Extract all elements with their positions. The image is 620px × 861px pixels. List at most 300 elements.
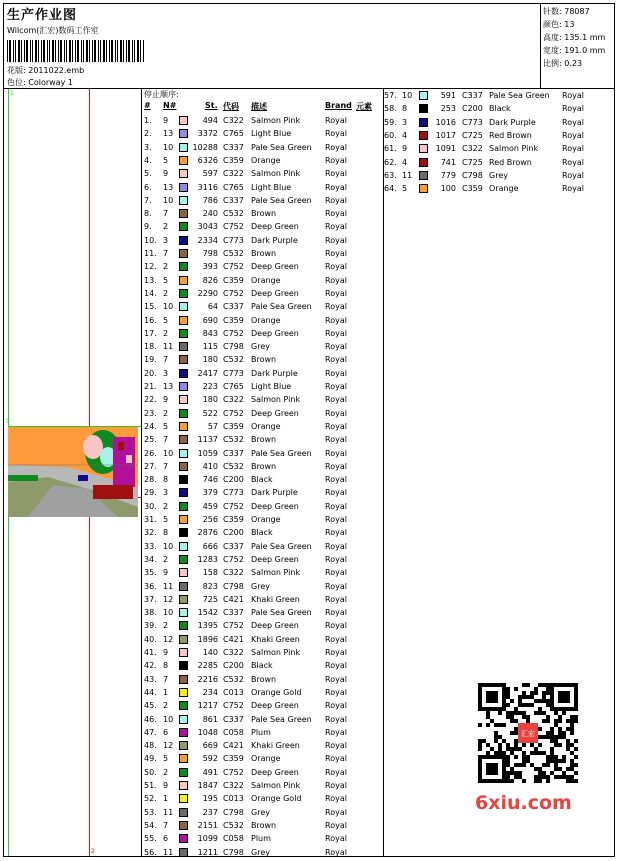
row-stitches: 1211: [197, 847, 218, 857]
row-stitches: 2290: [197, 288, 218, 298]
row-brand: Royal: [325, 661, 347, 671]
page-title: 生产作业图: [7, 8, 78, 23]
row-needle: 13: [163, 129, 174, 139]
row-stitches: 746: [202, 475, 218, 485]
colorway: 色位: Colorway 1: [7, 78, 73, 87]
row-needle: 5: [163, 421, 169, 431]
stat-line: 宽度: 191.0 mm: [543, 46, 606, 55]
row-stitches: 494: [202, 116, 218, 125]
table-row: [143, 713, 383, 726]
row-brand: Royal: [325, 528, 347, 538]
row-stitches: 1542: [197, 608, 218, 618]
row-code: C773: [223, 368, 244, 378]
row-index: 56.: [144, 847, 157, 857]
row-description: Deep Green: [251, 701, 299, 711]
table-row: [143, 673, 383, 686]
row-index: 63.: [384, 170, 397, 180]
row-needle: 10: [163, 142, 174, 152]
row-code: C532: [223, 461, 244, 471]
row-brand: Royal: [325, 807, 347, 817]
row-stitches: 1016: [435, 117, 456, 127]
row-needle: 2: [163, 501, 169, 511]
row-needle: 9: [163, 568, 169, 578]
row-brand: Royal: [325, 182, 347, 192]
row-code: C337: [223, 608, 244, 618]
row-stitches: 253: [440, 104, 456, 114]
row-needle: 12: [163, 594, 174, 604]
row-needle: 3: [163, 488, 169, 498]
table-row: [143, 832, 383, 845]
row-brand: Royal: [325, 781, 347, 790]
row-brand: Royal: [325, 847, 347, 857]
row-brand: Royal: [325, 475, 347, 485]
color-swatch: [179, 794, 188, 803]
color-swatch: [179, 502, 188, 511]
row-index: 33.: [144, 541, 157, 551]
row-index: 35.: [144, 568, 157, 578]
table-row: [143, 633, 383, 646]
row-index: 51.: [144, 781, 157, 790]
row-index: 60.: [384, 130, 397, 140]
studio-name: Wilcom(汇宏)数码工作室: [7, 26, 99, 35]
row-stitches: 823: [202, 581, 218, 591]
row-needle: 11: [402, 170, 413, 180]
table-row: [143, 500, 383, 513]
row-needle: 10: [163, 608, 174, 618]
color-swatch: [179, 808, 188, 817]
row-description: Black: [489, 104, 511, 114]
row-stitches: 3116: [197, 182, 218, 192]
row-description: Salmon Pink: [251, 169, 301, 179]
row-code: C359: [462, 184, 483, 194]
row-brand: Royal: [325, 820, 347, 830]
table-row: [143, 726, 383, 739]
row-stitches: 237: [202, 807, 218, 817]
color-swatch: [179, 608, 188, 617]
row-brand: Royal: [325, 249, 347, 258]
mark-top: 1: [10, 90, 14, 97]
row-needle: 4: [402, 157, 408, 167]
row-needle: 9: [402, 144, 408, 154]
row-stitches: 1217: [197, 701, 218, 711]
row-stitches: 1059: [197, 448, 218, 458]
row-index: 2.: [144, 129, 152, 139]
color-swatch: [419, 158, 428, 167]
row-stitches: 666: [202, 541, 218, 551]
color-swatch: [179, 635, 188, 644]
table-row: [143, 593, 383, 606]
color-swatch: [179, 675, 188, 684]
row-code: C013: [223, 794, 244, 804]
row-brand: Royal: [325, 448, 347, 458]
color-swatch: [179, 435, 188, 444]
row-index: 39.: [144, 621, 157, 631]
row-needle: 5: [163, 155, 169, 165]
table-row: [143, 393, 383, 406]
thread-table-left: [143, 89, 384, 856]
row-stitches: 2876: [197, 528, 218, 538]
row-brand: Royal: [562, 170, 584, 180]
row-index: 10.: [144, 235, 157, 245]
row-code: C752: [223, 408, 244, 418]
table-row: [143, 580, 383, 593]
table-row: [143, 779, 383, 792]
row-stitches: 1137: [197, 435, 218, 445]
row-code: C532: [223, 820, 244, 830]
table-row: [143, 646, 383, 659]
row-brand: Royal: [325, 568, 347, 578]
row-needle: 3: [163, 368, 169, 378]
row-brand: Royal: [325, 262, 347, 272]
color-swatch: [179, 422, 188, 431]
stat-line: 针数: 78087: [543, 7, 590, 16]
color-swatch: [179, 289, 188, 298]
header-brand: Brand: [325, 101, 352, 110]
stat-line: 高度: 135.1 mm: [543, 33, 606, 42]
row-needle: 10: [163, 302, 174, 312]
row-description: Grey: [489, 170, 508, 180]
table-row: [143, 766, 383, 779]
row-description: Orange: [489, 184, 519, 194]
row-needle: 2: [163, 222, 169, 232]
row-brand: Royal: [325, 727, 347, 737]
table-row: [383, 89, 615, 102]
table-row: [143, 181, 383, 194]
row-description: Brown: [251, 209, 277, 219]
table-row: [143, 526, 383, 539]
color-swatch: [179, 183, 188, 192]
row-stitches: 2417: [197, 368, 218, 378]
color-swatch: [179, 382, 188, 391]
table-row: [143, 553, 383, 566]
row-index: 58.: [384, 104, 397, 114]
row-brand: Royal: [325, 594, 347, 604]
row-brand: Royal: [325, 421, 347, 431]
row-code: C200: [223, 528, 244, 538]
table-row: [143, 420, 383, 433]
color-swatch: [419, 118, 428, 127]
row-needle: 7: [163, 461, 169, 471]
row-description: Salmon Pink: [489, 144, 539, 154]
row-stitches: 6326: [197, 155, 218, 165]
row-index: 14.: [144, 288, 157, 298]
row-code: C798: [223, 807, 244, 817]
stat-line: 比例: 0.23: [543, 59, 583, 68]
color-swatch: [179, 276, 188, 285]
row-description: Pale Sea Green: [251, 608, 312, 618]
row-description: Salmon Pink: [251, 781, 301, 790]
row-brand: Royal: [325, 408, 347, 418]
row-index: 13.: [144, 275, 157, 285]
table-row: [143, 739, 383, 752]
row-needle: 11: [163, 342, 174, 352]
row-index: 3.: [144, 142, 152, 152]
color-swatch: [179, 542, 188, 551]
row-code: C359: [223, 515, 244, 524]
row-code: C752: [223, 767, 244, 777]
row-brand: Royal: [325, 222, 347, 232]
table-row: [143, 699, 383, 712]
color-swatch: [179, 754, 188, 763]
row-index: 62.: [384, 157, 397, 167]
row-needle: 7: [163, 209, 169, 219]
row-brand: Royal: [325, 501, 347, 511]
qr-code: [471, 681, 585, 785]
row-index: 44.: [144, 687, 157, 697]
color-swatch: [179, 329, 188, 338]
row-needle: 9: [163, 169, 169, 179]
row-index: 18.: [144, 342, 157, 352]
stop-sequence-title: 停止顺序:: [144, 90, 179, 99]
color-swatch: [179, 821, 188, 830]
row-needle: 10: [163, 448, 174, 458]
color-swatch: [179, 409, 188, 418]
color-swatch: [179, 116, 188, 125]
row-description: Orange: [251, 315, 281, 325]
row-code: C421: [223, 634, 244, 644]
row-code: C532: [223, 435, 244, 445]
row-description: Brown: [251, 674, 277, 684]
row-needle: 2: [163, 554, 169, 564]
row-description: Deep Green: [251, 222, 299, 232]
row-brand: Royal: [325, 288, 347, 298]
table-row: [143, 154, 383, 167]
row-brand: Royal: [325, 342, 347, 352]
row-brand: Royal: [562, 91, 584, 100]
row-stitches: 234: [202, 687, 218, 697]
row-stitches: 1017: [435, 130, 456, 140]
row-stitches: 240: [202, 209, 218, 219]
row-index: 54.: [144, 820, 157, 830]
row-code: C322: [223, 648, 244, 657]
row-brand: Royal: [325, 209, 347, 219]
row-description: Orange: [251, 754, 281, 764]
table-row: [143, 486, 383, 499]
row-stitches: 1091: [435, 144, 456, 154]
row-needle: 8: [163, 661, 169, 671]
row-stitches: 100: [440, 184, 456, 194]
row-brand: Royal: [325, 142, 347, 152]
row-stitches: 223: [202, 382, 218, 391]
row-needle: 8: [402, 104, 408, 114]
row-code: C337: [223, 714, 244, 724]
row-stitches: 410: [202, 461, 218, 471]
color-swatch: [179, 528, 188, 537]
row-description: Brown: [251, 435, 277, 445]
row-index: 53.: [144, 807, 157, 817]
table-row: [143, 207, 383, 220]
row-needle: 3: [163, 235, 169, 245]
row-stitches: 1048: [197, 727, 218, 737]
row-description: Khaki Green: [251, 634, 300, 644]
row-code: C200: [223, 661, 244, 671]
row-needle: 10: [163, 541, 174, 551]
row-code: C200: [223, 475, 244, 485]
row-needle: 5: [163, 515, 169, 524]
row-needle: 5: [163, 754, 169, 764]
row-index: 57.: [384, 91, 397, 100]
embroidery-preview: [8, 427, 138, 517]
row-needle: 9: [163, 395, 169, 405]
row-description: Red Brown: [489, 157, 532, 167]
table-row: [143, 247, 383, 260]
row-description: Orange: [251, 155, 281, 165]
row-brand: Royal: [325, 767, 347, 777]
row-code: C752: [223, 222, 244, 232]
row-description: Dark Purple: [251, 488, 298, 498]
table-row: [143, 127, 383, 140]
row-brand: Royal: [325, 395, 347, 405]
row-description: Pale Sea Green: [251, 195, 312, 205]
row-stitches: 798: [202, 249, 218, 258]
row-stitches: 1847: [197, 781, 218, 790]
row-code: C421: [223, 594, 244, 604]
row-stitches: 741: [440, 157, 456, 167]
row-index: 20.: [144, 368, 157, 378]
row-stitches: 786: [202, 195, 218, 205]
row-needle: 2: [163, 621, 169, 631]
row-description: Salmon Pink: [251, 568, 301, 578]
row-code: C773: [223, 488, 244, 498]
row-description: Deep Green: [251, 501, 299, 511]
qr-logo-text: 汇宏: [521, 730, 535, 738]
row-brand: Royal: [325, 116, 347, 125]
row-brand: Royal: [325, 648, 347, 657]
row-index: 29.: [144, 488, 157, 498]
table-row: [383, 182, 615, 195]
color-swatch: [179, 781, 188, 790]
table-row: [143, 686, 383, 699]
color-swatch: [179, 621, 188, 630]
row-index: 1.: [144, 116, 152, 125]
row-needle: 11: [163, 807, 174, 817]
table-row: [143, 114, 383, 127]
row-description: Light Blue: [251, 182, 292, 192]
table-row: [143, 540, 383, 553]
row-index: 37.: [144, 594, 157, 604]
row-stitches: 826: [202, 275, 218, 285]
row-index: 41.: [144, 648, 157, 657]
color-swatch: [179, 449, 188, 458]
row-index: 52.: [144, 794, 157, 804]
row-index: 26.: [144, 448, 157, 458]
header-idx: #: [144, 101, 151, 110]
row-stitches: 379: [202, 488, 218, 498]
color-swatch: [179, 129, 188, 138]
row-index: 17.: [144, 328, 157, 338]
row-code: C798: [223, 342, 244, 352]
row-brand: Royal: [325, 515, 347, 524]
row-description: Red Brown: [489, 130, 532, 140]
row-needle: 7: [163, 355, 169, 365]
row-index: 36.: [144, 581, 157, 591]
row-description: Brown: [251, 249, 277, 258]
table-row: [143, 353, 383, 366]
row-brand: Royal: [325, 461, 347, 471]
row-needle: 10: [402, 91, 413, 100]
row-code: C200: [462, 104, 483, 114]
row-stitches: 669: [202, 741, 218, 751]
row-stitches: 491: [202, 767, 218, 777]
row-description: Deep Green: [251, 767, 299, 777]
color-swatch: [179, 728, 188, 737]
row-stitches: 2285: [197, 661, 218, 671]
row-needle: 5: [402, 184, 408, 194]
row-needle: 5: [163, 315, 169, 325]
table-row: [143, 447, 383, 460]
row-index: 49.: [144, 754, 157, 764]
row-stitches: 64: [207, 302, 218, 312]
row-index: 55.: [144, 834, 157, 844]
row-brand: Royal: [325, 741, 347, 751]
row-code: C359: [223, 754, 244, 764]
row-index: 4.: [144, 155, 152, 165]
row-code: C337: [223, 448, 244, 458]
table-row: [143, 460, 383, 473]
row-description: Dark Purple: [489, 117, 536, 127]
row-needle: 2: [163, 288, 169, 298]
table-row: [143, 380, 383, 393]
row-description: Deep Green: [251, 262, 299, 272]
header-block: [4, 4, 541, 89]
row-needle: 2: [163, 767, 169, 777]
row-code: C322: [462, 144, 483, 154]
row-description: Deep Green: [251, 554, 299, 564]
row-brand: Royal: [325, 608, 347, 618]
row-needle: 12: [163, 741, 174, 751]
row-needle: 7: [163, 249, 169, 258]
color-swatch: [179, 222, 188, 231]
row-index: 38.: [144, 608, 157, 618]
row-code: C765: [223, 129, 244, 139]
table-row: [383, 102, 615, 115]
row-description: Pale Sea Green: [251, 302, 312, 312]
row-code: C337: [223, 541, 244, 551]
table-row: [143, 619, 383, 632]
row-stitches: 1099: [197, 834, 218, 844]
row-brand: Royal: [325, 581, 347, 591]
row-needle: 2: [163, 408, 169, 418]
row-stitches: 158: [202, 568, 218, 578]
row-stitches: 779: [440, 170, 456, 180]
table-row: [143, 407, 383, 420]
row-brand: Royal: [325, 315, 347, 325]
header-desc: 描述: [251, 102, 267, 111]
row-code: C322: [223, 781, 244, 790]
row-index: 64.: [384, 184, 397, 194]
row-stitches: 3043: [197, 222, 218, 232]
row-code: C752: [223, 621, 244, 631]
row-index: 15.: [144, 302, 157, 312]
table-row: [143, 792, 383, 805]
row-stitches: 2151: [197, 820, 218, 830]
row-index: 9.: [144, 222, 152, 232]
table-row: [143, 141, 383, 154]
color-swatch: [419, 184, 428, 193]
row-index: 45.: [144, 701, 157, 711]
mark-bottom: 2: [91, 848, 95, 855]
row-index: 5.: [144, 169, 152, 179]
row-description: Deep Green: [251, 408, 299, 418]
row-stitches: 1283: [197, 554, 218, 564]
color-swatch: [179, 316, 188, 325]
row-brand: Royal: [325, 169, 347, 179]
row-brand: Royal: [325, 129, 347, 139]
row-description: Plum: [251, 834, 271, 844]
row-stitches: 180: [202, 355, 218, 365]
color-swatch: [179, 768, 188, 777]
row-index: 34.: [144, 554, 157, 564]
